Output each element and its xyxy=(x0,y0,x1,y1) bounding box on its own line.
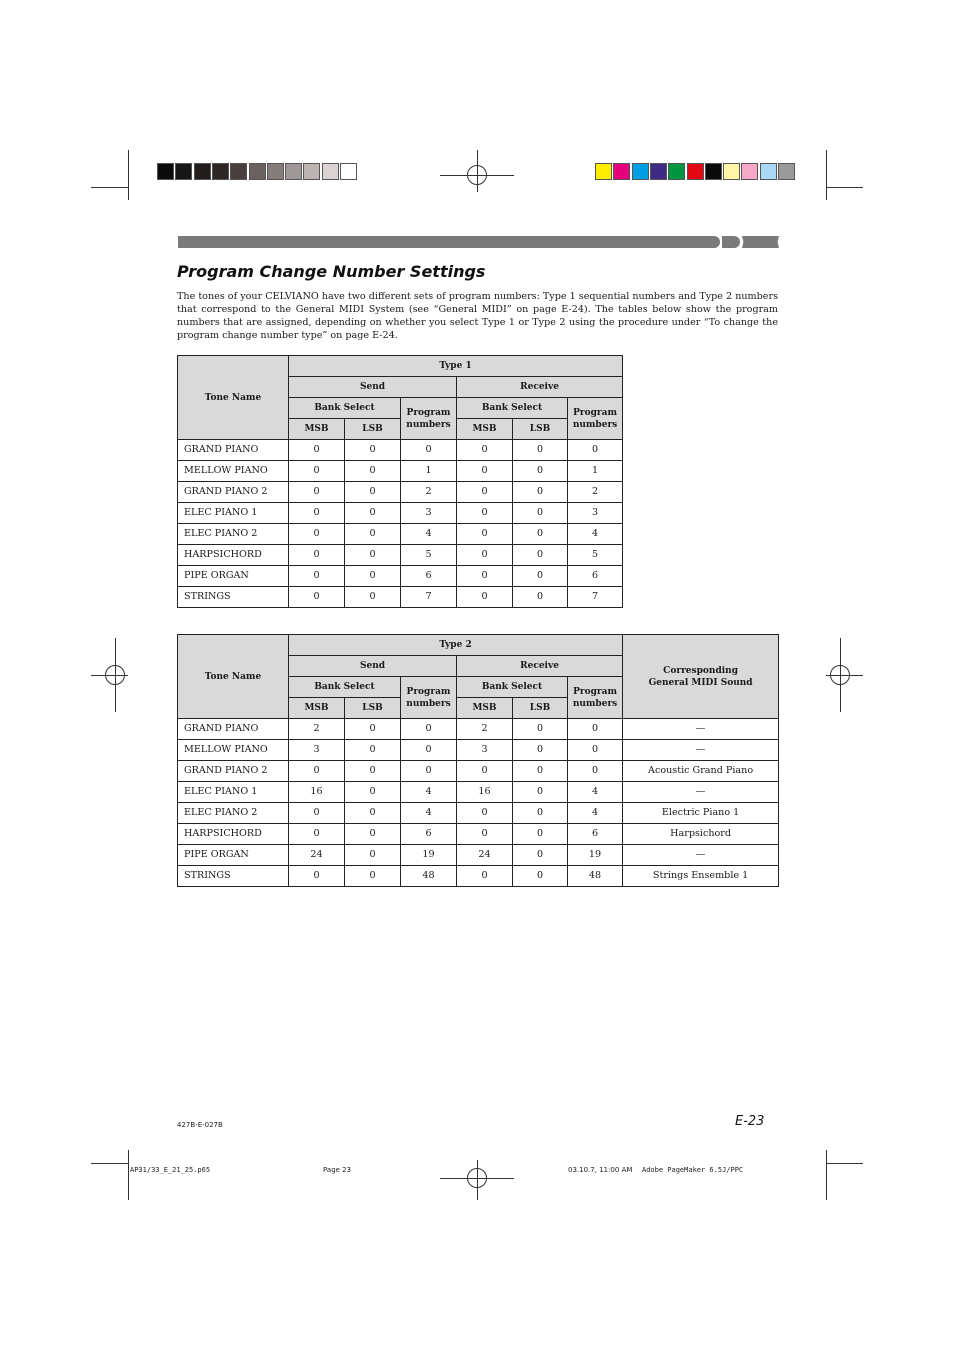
value-cell: 0 xyxy=(457,761,513,782)
lsb-header: LSB xyxy=(345,698,401,719)
color-swatch xyxy=(249,163,266,180)
crop-mark xyxy=(91,1163,128,1164)
value-cell: 0 xyxy=(345,545,401,566)
value-cell: 3 xyxy=(568,503,623,524)
value-cell: 0 xyxy=(457,440,513,461)
value-cell: 0 xyxy=(457,803,513,824)
value-cell: 3 xyxy=(401,503,457,524)
general-midi-sound-cell: Strings Ensemble 1 xyxy=(623,866,779,887)
color-swatch xyxy=(285,163,302,180)
program-numbers-header: Program numbers xyxy=(401,677,457,719)
registration-line xyxy=(840,638,841,712)
value-cell: 0 xyxy=(289,545,345,566)
crop-mark xyxy=(128,1150,129,1200)
color-swatch xyxy=(778,163,795,180)
value-cell: 48 xyxy=(401,866,457,887)
table-row xyxy=(178,845,779,866)
value-cell: 0 xyxy=(289,524,345,545)
value-cell: 0 xyxy=(401,440,457,461)
msb-header: MSB xyxy=(457,419,513,440)
bank-select-header: Bank Select xyxy=(457,398,568,419)
table-row xyxy=(178,482,623,503)
table-row xyxy=(178,824,779,845)
general-midi-sound-cell: — xyxy=(623,719,779,740)
value-cell: 0 xyxy=(513,740,568,761)
tone-name-cell: STRINGS xyxy=(178,587,289,608)
table-row xyxy=(178,740,779,761)
file-name: AP31/33_E_21_25.p65 xyxy=(130,1166,211,1174)
color-swatch xyxy=(212,163,229,180)
value-cell: 16 xyxy=(289,782,345,803)
program-numbers-header: Program numbers xyxy=(568,677,623,719)
tone-name-cell: ELEC PIANO 1 xyxy=(178,503,289,524)
table-row xyxy=(178,566,623,587)
program-numbers-header: Program numbers xyxy=(568,398,623,440)
page-title: Program Change Number Settings xyxy=(177,262,486,281)
color-swatch xyxy=(157,163,174,180)
color-swatch xyxy=(668,163,685,180)
program-numbers-header: Program numbers xyxy=(401,398,457,440)
table-row xyxy=(178,524,623,545)
value-cell: 0 xyxy=(345,719,401,740)
type2-table xyxy=(177,634,779,887)
general-midi-sound-cell: — xyxy=(623,740,779,761)
color-swatch xyxy=(760,163,777,180)
color-swatch xyxy=(230,163,247,180)
msb-header: MSB xyxy=(289,698,345,719)
value-cell: 0 xyxy=(345,845,401,866)
bank-select-header: Bank Select xyxy=(289,398,401,419)
value-cell: 0 xyxy=(289,461,345,482)
type1-table xyxy=(177,355,623,608)
type-header: Type 1 xyxy=(289,356,623,377)
table-row xyxy=(178,461,623,482)
color-swatch xyxy=(595,163,612,180)
lsb-header: LSB xyxy=(345,419,401,440)
value-cell: 0 xyxy=(457,824,513,845)
value-cell: 0 xyxy=(513,761,568,782)
value-cell: 0 xyxy=(457,482,513,503)
value-cell: 0 xyxy=(345,440,401,461)
value-cell: 6 xyxy=(401,824,457,845)
value-cell: 7 xyxy=(568,587,623,608)
value-cell: 0 xyxy=(513,482,568,503)
value-cell: 0 xyxy=(345,566,401,587)
general-midi-sound-cell: — xyxy=(623,782,779,803)
intro-paragraph: The tones of your CELVIANO have two different sets of program numbers: Type 1 sequential numbers and Type 2 numbers that correspond to the General MIDI System (see “General MIDI” on page E-24). The tables below show the program numbers that are assigned, depending on whether you select Type 1 or Type 2 using the procedure under “To change the program change number type” on page E-24. xyxy=(177,291,778,341)
tone-name-cell: PIPE ORGAN xyxy=(178,566,289,587)
receive-header: Receive xyxy=(457,377,623,398)
registration-line xyxy=(826,675,863,676)
table-row xyxy=(178,587,623,608)
crop-mark xyxy=(826,1150,827,1200)
color-swatch xyxy=(650,163,667,180)
value-cell: 0 xyxy=(345,503,401,524)
table-row xyxy=(178,719,779,740)
tone-name-header: Tone Name xyxy=(178,635,289,719)
color-swatch xyxy=(687,163,704,180)
general-midi-sound-header: Corresponding General MIDI Sound xyxy=(623,635,779,719)
color-swatch xyxy=(303,163,320,180)
value-cell: 4 xyxy=(568,782,623,803)
tone-name-cell: MELLOW PIANO xyxy=(178,740,289,761)
send-header: Send xyxy=(289,377,457,398)
value-cell: 6 xyxy=(568,824,623,845)
value-cell: 0 xyxy=(289,566,345,587)
tone-name-cell: GRAND PIANO 2 xyxy=(178,482,289,503)
document-code: 427B-E-027B xyxy=(177,1121,223,1129)
value-cell: 0 xyxy=(345,761,401,782)
value-cell: 0 xyxy=(513,803,568,824)
value-cell: 0 xyxy=(289,440,345,461)
crop-mark xyxy=(91,187,128,188)
value-cell: 0 xyxy=(345,824,401,845)
value-cell: 0 xyxy=(457,461,513,482)
value-cell: 0 xyxy=(568,440,623,461)
value-cell: 0 xyxy=(401,740,457,761)
value-cell: 0 xyxy=(513,845,568,866)
value-cell: 0 xyxy=(568,719,623,740)
value-cell: 0 xyxy=(345,782,401,803)
crop-mark xyxy=(826,187,863,188)
value-cell: 0 xyxy=(513,461,568,482)
bank-select-header: Bank Select xyxy=(289,677,401,698)
value-cell: 48 xyxy=(568,866,623,887)
value-cell: 2 xyxy=(289,719,345,740)
value-cell: 0 xyxy=(345,803,401,824)
msb-header: MSB xyxy=(457,698,513,719)
value-cell: 4 xyxy=(401,803,457,824)
value-cell: 24 xyxy=(457,845,513,866)
general-midi-sound-cell: — xyxy=(623,845,779,866)
value-cell: 24 xyxy=(289,845,345,866)
value-cell: 0 xyxy=(345,482,401,503)
value-cell: 0 xyxy=(345,461,401,482)
type2-table-body xyxy=(178,719,779,887)
registration-line xyxy=(115,638,116,712)
page-label: Page 23 xyxy=(323,1166,352,1174)
table-row xyxy=(178,866,779,887)
registration-line xyxy=(477,1160,478,1200)
table-row xyxy=(178,761,779,782)
value-cell: 0 xyxy=(289,482,345,503)
table-row xyxy=(178,440,623,461)
tone-name-cell: HARPSICHORD xyxy=(178,545,289,566)
value-cell: 0 xyxy=(345,866,401,887)
receive-header: Receive xyxy=(457,656,623,677)
color-swatch xyxy=(175,163,192,180)
value-cell: 0 xyxy=(513,524,568,545)
crop-mark xyxy=(826,150,827,200)
value-cell: 0 xyxy=(289,761,345,782)
value-cell: 2 xyxy=(568,482,623,503)
tone-name-header: Tone Name xyxy=(178,356,289,440)
general-midi-sound-cell: Electric Piano 1 xyxy=(623,803,779,824)
color-swatch xyxy=(613,163,630,180)
value-cell: 4 xyxy=(401,782,457,803)
value-cell: 0 xyxy=(345,740,401,761)
value-cell: 2 xyxy=(401,482,457,503)
bank-select-header: Bank Select xyxy=(457,677,568,698)
value-cell: 0 xyxy=(289,803,345,824)
table-row xyxy=(178,503,623,524)
tone-name-cell: GRAND PIANO 2 xyxy=(178,761,289,782)
color-swatch xyxy=(340,163,357,180)
value-cell: 0 xyxy=(289,866,345,887)
crop-mark xyxy=(128,150,129,200)
value-cell: 0 xyxy=(513,782,568,803)
value-cell: 4 xyxy=(568,803,623,824)
tone-name-cell: MELLOW PIANO xyxy=(178,461,289,482)
value-cell: 0 xyxy=(401,719,457,740)
value-cell: 4 xyxy=(401,524,457,545)
color-swatch xyxy=(723,163,740,180)
msb-header: MSB xyxy=(289,419,345,440)
tone-name-cell: GRAND PIANO xyxy=(178,719,289,740)
value-cell: 19 xyxy=(401,845,457,866)
value-cell: 0 xyxy=(513,719,568,740)
color-swatch xyxy=(632,163,649,180)
tone-name-cell: PIPE ORGAN xyxy=(178,845,289,866)
value-cell: 3 xyxy=(457,740,513,761)
value-cell: 5 xyxy=(568,545,623,566)
table-row xyxy=(178,782,779,803)
value-cell: 0 xyxy=(513,545,568,566)
value-cell: 0 xyxy=(568,740,623,761)
value-cell: 0 xyxy=(345,524,401,545)
value-cell: 19 xyxy=(568,845,623,866)
value-cell: 6 xyxy=(401,566,457,587)
application-name: Adobe PageMaker 6.5J/PPC xyxy=(642,1166,744,1174)
color-swatch xyxy=(705,163,722,180)
type1-table-body xyxy=(178,440,623,608)
tone-name-cell: ELEC PIANO 1 xyxy=(178,782,289,803)
color-swatch xyxy=(741,163,758,180)
registration-line xyxy=(91,675,128,676)
value-cell: 0 xyxy=(457,866,513,887)
print-date: 03.10.7, 11:00 AM xyxy=(568,1166,633,1174)
value-cell: 0 xyxy=(289,824,345,845)
type-header: Type 2 xyxy=(289,635,623,656)
value-cell: 1 xyxy=(401,461,457,482)
table-row xyxy=(178,803,779,824)
section-header-bar-segment xyxy=(742,236,779,248)
section-header-bar-segment xyxy=(722,236,740,248)
value-cell: 0 xyxy=(513,566,568,587)
value-cell: 0 xyxy=(401,761,457,782)
tone-name-cell: GRAND PIANO xyxy=(178,440,289,461)
value-cell: 1 xyxy=(568,461,623,482)
color-swatch xyxy=(267,163,284,180)
value-cell: 6 xyxy=(568,566,623,587)
color-swatch xyxy=(322,163,339,180)
registration-line xyxy=(477,150,478,192)
value-cell: 2 xyxy=(457,719,513,740)
lsb-header: LSB xyxy=(513,698,568,719)
tone-name-cell: STRINGS xyxy=(178,866,289,887)
value-cell: 0 xyxy=(568,761,623,782)
value-cell: 0 xyxy=(457,587,513,608)
value-cell: 0 xyxy=(513,866,568,887)
value-cell: 0 xyxy=(345,587,401,608)
page-number: E-23 xyxy=(735,1114,765,1129)
color-swatch xyxy=(194,163,211,180)
value-cell: 0 xyxy=(513,824,568,845)
value-cell: 7 xyxy=(401,587,457,608)
section-header-bar xyxy=(178,236,720,248)
tone-name-cell: ELEC PIANO 2 xyxy=(178,524,289,545)
value-cell: 0 xyxy=(457,545,513,566)
general-midi-sound-cell: Harpsichord xyxy=(623,824,779,845)
tone-name-cell: ELEC PIANO 2 xyxy=(178,803,289,824)
value-cell: 0 xyxy=(513,440,568,461)
value-cell: 0 xyxy=(289,503,345,524)
general-midi-sound-cell: Acoustic Grand Piano xyxy=(623,761,779,782)
value-cell: 0 xyxy=(457,566,513,587)
tone-name-cell: HARPSICHORD xyxy=(178,824,289,845)
lsb-header: LSB xyxy=(513,419,568,440)
table-row xyxy=(178,545,623,566)
value-cell: 3 xyxy=(289,740,345,761)
value-cell: 5 xyxy=(401,545,457,566)
send-header: Send xyxy=(289,656,457,677)
value-cell: 16 xyxy=(457,782,513,803)
crop-mark xyxy=(826,1163,863,1164)
value-cell: 0 xyxy=(289,587,345,608)
value-cell: 0 xyxy=(457,503,513,524)
value-cell: 0 xyxy=(457,524,513,545)
value-cell: 0 xyxy=(513,503,568,524)
value-cell: 0 xyxy=(513,587,568,608)
value-cell: 4 xyxy=(568,524,623,545)
